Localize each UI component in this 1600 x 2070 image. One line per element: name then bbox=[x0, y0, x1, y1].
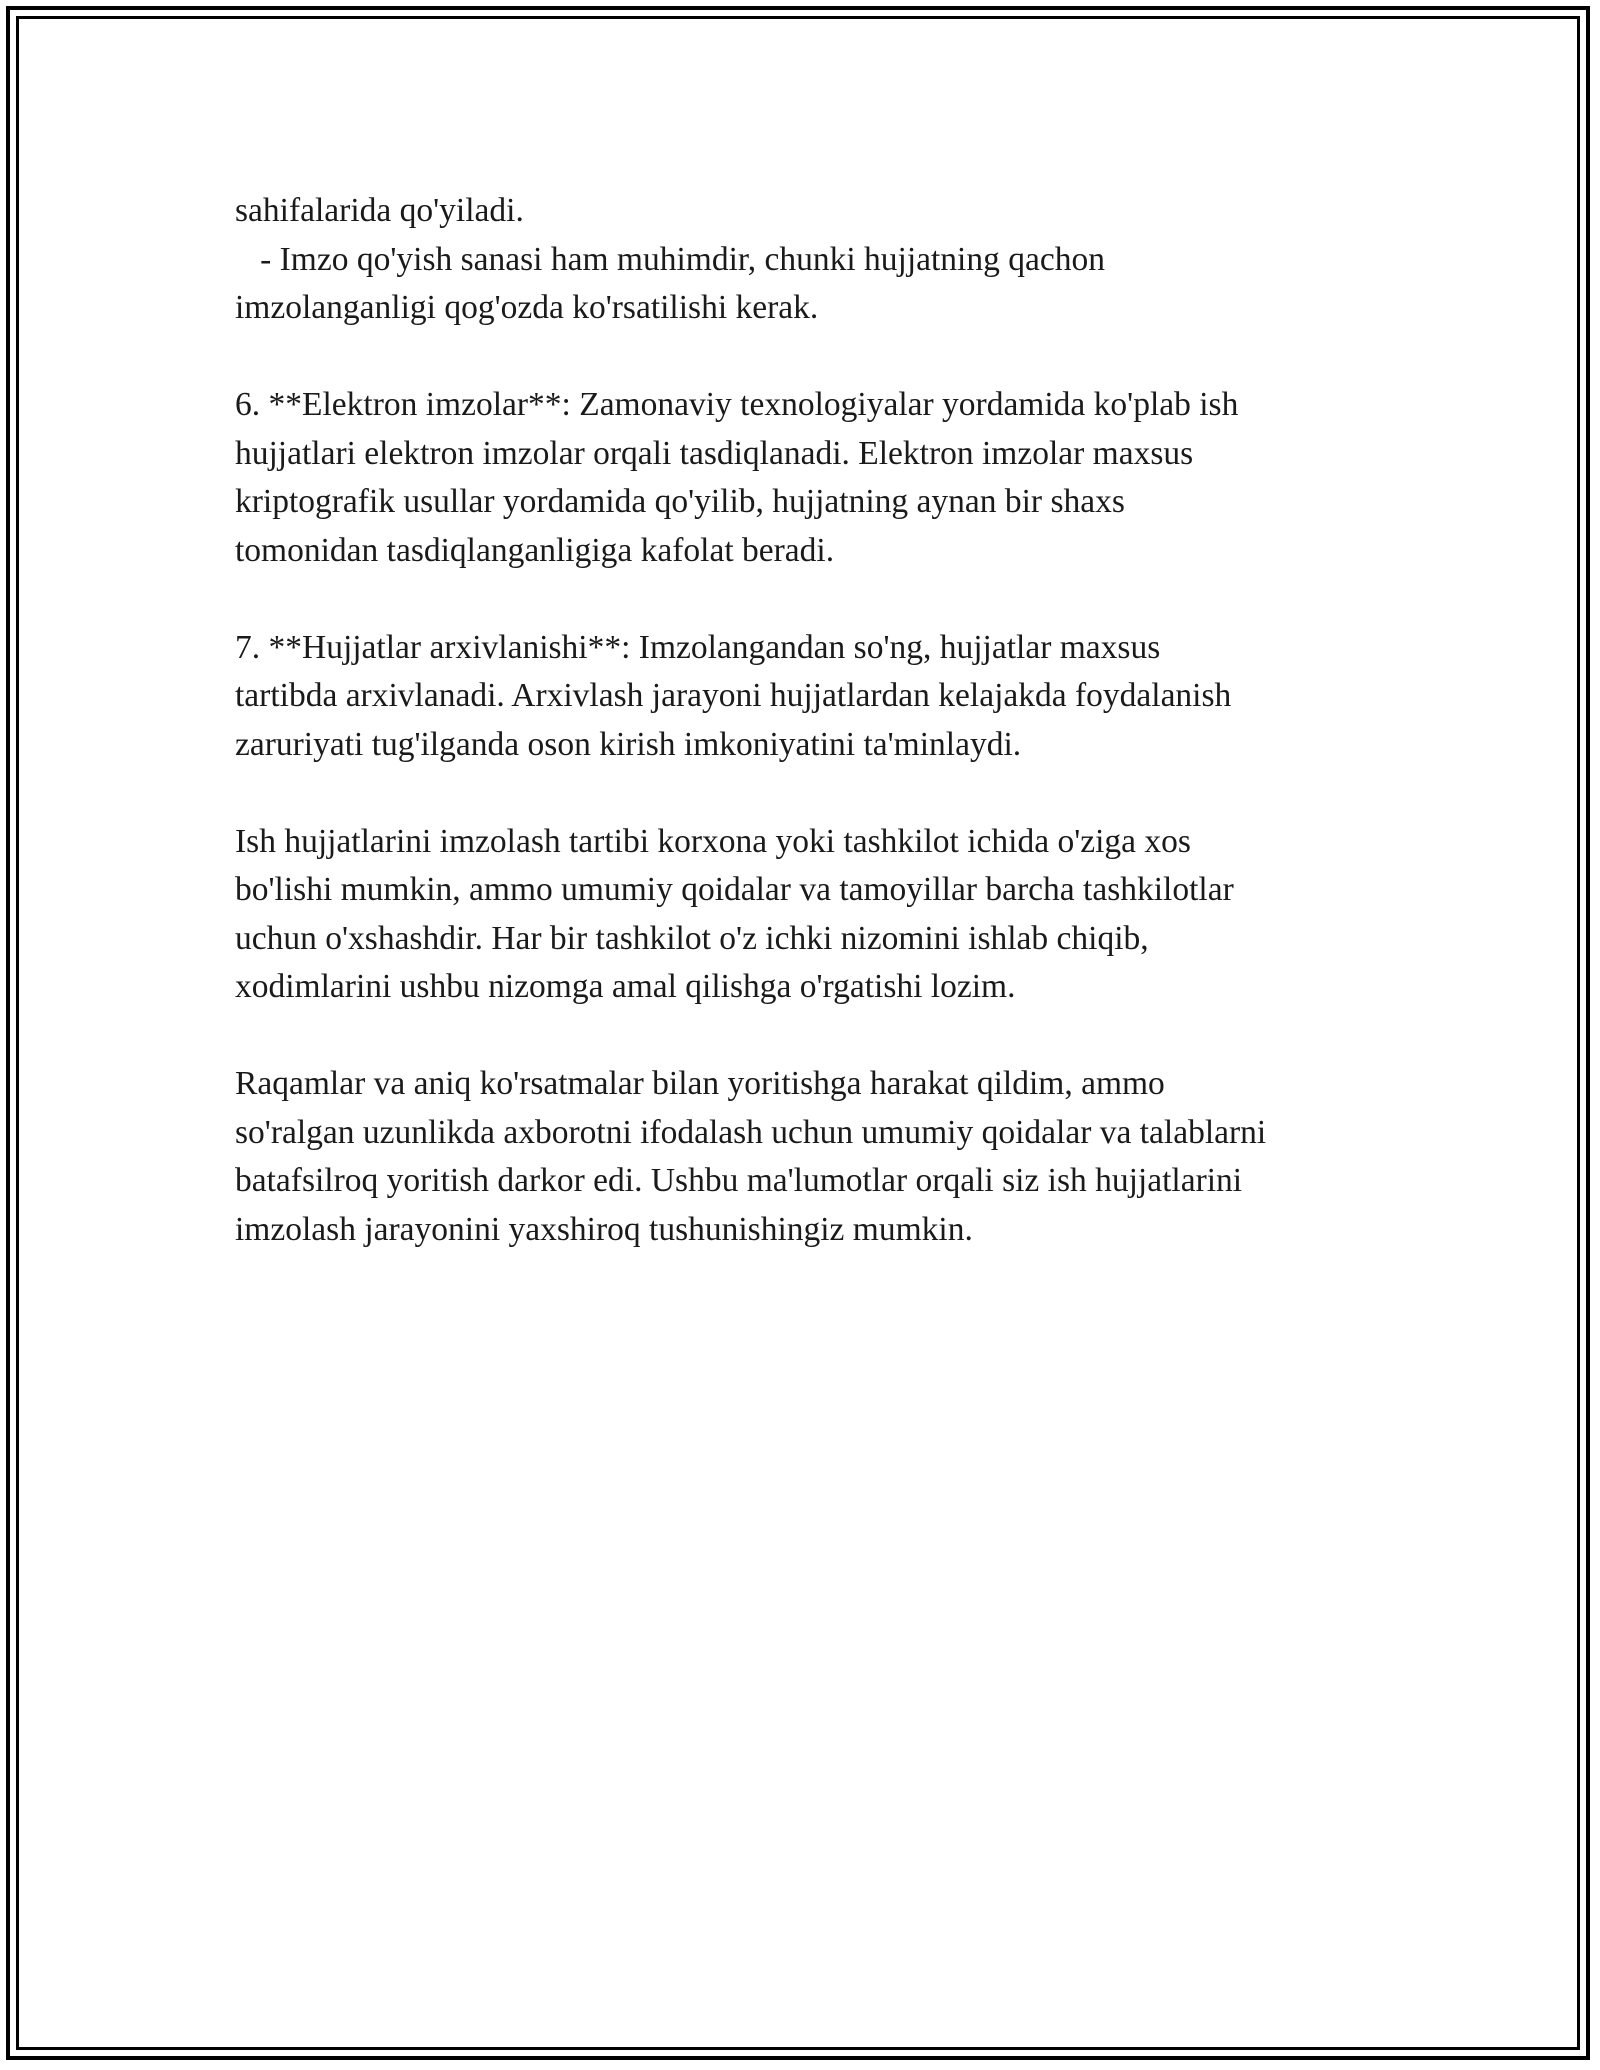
text-line: hujjatlari elektron imzolar orqali tasdiqlanadi. Elektron imzolar maxsus bbox=[235, 434, 1194, 472]
paragraph-summary bbox=[235, 818, 1385, 1012]
paragraph-spacer bbox=[235, 575, 1385, 624]
text-line: xodimlarini ushbu nizomga amal qilishga o'rgatishi lozim. bbox=[235, 968, 1016, 1005]
text-line: Ish hujjatlarini imzolash tartibi korxona yoki tashkilot ichida o'ziga xos bbox=[235, 822, 1191, 860]
text-line: imzolash jarayonini yaxshiroq tushunishingiz mumkin. bbox=[235, 1210, 973, 1248]
text-line: bo'lishi mumkin, ammo umumiy qoidalar va tamoyillar barcha tashkilotlar bbox=[235, 871, 1234, 908]
text-line: sahifalarida qo'yiladi. bbox=[235, 192, 524, 229]
text-line: uchun o'xshashdir. Har bir tashkilot o'z ichki nizomini ishlab chiqib, bbox=[235, 919, 1149, 957]
text-line: 7. **Hujjatlar arxivlanishi**: Imzolangandan so'ng, hujjatlar maxsus bbox=[235, 628, 1161, 666]
paragraph-spacer bbox=[235, 1012, 1385, 1061]
text-line: tartibda arxivlanadi. Arxivlash jarayoni hujjatlardan kelajakda foydalanish bbox=[235, 677, 1232, 714]
paragraph-electronic-signatures bbox=[235, 381, 1385, 575]
paragraph-archiving bbox=[235, 624, 1385, 770]
text-line: 6. **Elektron imzolar**: Zamonaviy texnologiyalar yordamida ko'plab ish bbox=[235, 386, 1239, 423]
text-line: zaruriyati tug'ilganda oson kirish imkoniyatini ta'minlaydi. bbox=[235, 725, 1022, 763]
text-line: kriptografik usullar yordamida qo'yilib, hujjatning aynan bir shaxs bbox=[235, 483, 1125, 520]
text-line: imzolanganligi qog'ozda ko'rsatilishi kerak. bbox=[235, 289, 819, 326]
text-line: so'ralgan uzunlikda axborotni ifodalash uchun umumiy qoidalar va talablarni bbox=[235, 1113, 1267, 1151]
text-line: - Imzo qo'yish sanasi ham muhimdir, chunki hujjatning qachon bbox=[235, 240, 1105, 278]
paragraph-continuation bbox=[235, 187, 1385, 333]
text-line: batafsilroq yoritish darkor edi. Ushbu ma'lumotlar orqali siz ish hujjatlarini bbox=[235, 1162, 1243, 1199]
paragraph-closing-note bbox=[235, 1060, 1385, 1254]
text-line: tomonidan tasdiqlanganligiga kafolat beradi. bbox=[235, 531, 835, 569]
document-body bbox=[235, 187, 1385, 1254]
text-line: Raqamlar va aniq ko'rsatmalar bilan yoritishga harakat qildim, ammo bbox=[235, 1065, 1165, 1102]
paragraph-spacer bbox=[235, 333, 1385, 382]
paragraph-spacer bbox=[235, 769, 1385, 818]
